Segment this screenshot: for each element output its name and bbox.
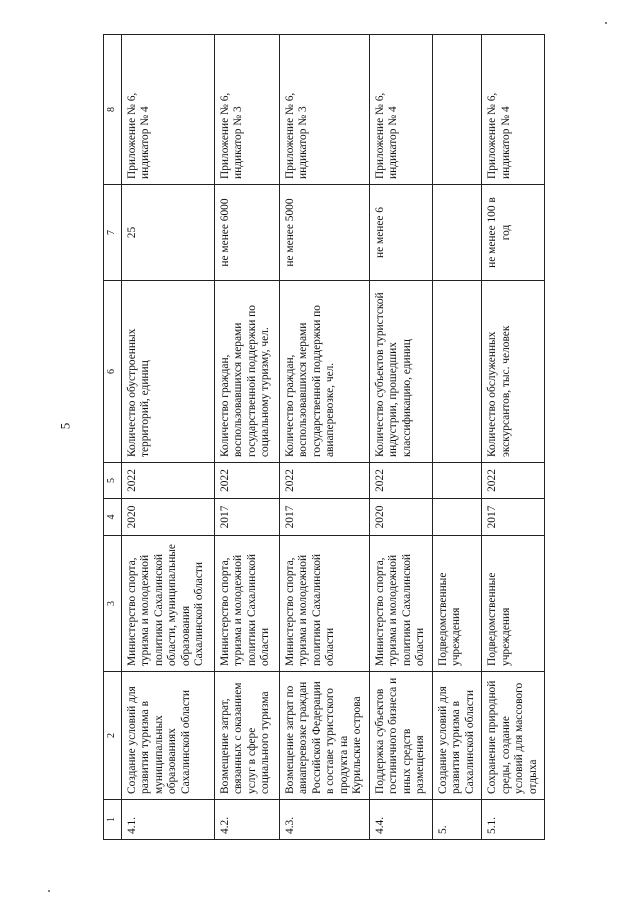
appendix-reference: Приложение № 6, индикатор № 4 — [370, 35, 433, 185]
end-year: 2022 — [280, 463, 370, 499]
row-number: 4.2. — [215, 800, 280, 840]
table-row — [432, 35, 481, 840]
end-year: 2022 — [122, 463, 215, 499]
table-row — [370, 35, 433, 840]
executor: Министерство спорта, туризма и молодежной политики Сахалинской области, муниципальные образования Сахалинской области — [122, 536, 215, 672]
appendix-reference: Приложение № 6, индикатор № 4 — [122, 35, 215, 185]
indicator — [432, 281, 481, 463]
column-header: 7 — [104, 185, 122, 281]
executor: Министерство спорта, туризма и молодежной политики Сахалинской области — [280, 536, 370, 672]
start-year: 2017 — [215, 499, 280, 536]
end-year: 2022 — [370, 463, 433, 499]
start-year: 2017 — [280, 499, 370, 536]
end-year: 2022 — [215, 463, 280, 499]
appendix-reference: Приложение № 6, индикатор № 3 — [215, 35, 280, 185]
scan-speck — [605, 22, 607, 24]
target-value — [432, 185, 481, 281]
appendix-reference: Приложение № 6, индикатор № 3 — [280, 35, 370, 185]
start-year: 2017 — [482, 499, 545, 536]
start-year: 2020 — [122, 499, 215, 536]
end-year: 2022 — [482, 463, 545, 499]
target-value: не менее 5000 — [280, 185, 370, 281]
scan-speck — [48, 890, 50, 892]
table-row — [482, 35, 545, 840]
executor: Министерство спорта, туризма и молодежной политики Сахалинской области — [370, 536, 433, 672]
column-header: 1 — [104, 800, 122, 840]
executor: Подведомственные учреждения — [482, 536, 545, 672]
table-row — [280, 35, 370, 840]
column-header: 8 — [104, 35, 122, 185]
indicator: Количество граждан, воспользовавшихся мерами государственной поддержки по авиаперевозке, чел. — [280, 281, 370, 463]
indicator: Количество обустроенных территорий, единиц — [122, 281, 215, 463]
header-row — [104, 35, 122, 840]
row-number: 4.3. — [280, 800, 370, 840]
target-value: не менее 100 в год — [482, 185, 545, 281]
row-number: 4.1. — [122, 800, 215, 840]
measure-name: Создание условий для развития туризма в Сахалинской области — [432, 672, 481, 800]
program-measures-table — [103, 34, 545, 840]
column-header: 2 — [104, 672, 122, 800]
executor: Министерство спорта, туризма и молодежной политики Сахалинской области — [215, 536, 280, 672]
row-number: 4.4. — [370, 800, 433, 840]
rotated-document — [103, 35, 539, 840]
target-value: не менее 6 — [370, 185, 433, 281]
table-row — [122, 35, 215, 840]
row-number: 5. — [432, 800, 481, 840]
appendix-reference: Приложение № 6, индикатор № 4 — [482, 35, 545, 185]
measure-name: Возмещение затрат, связанных с оказанием услуг в сфере социального туризма — [215, 672, 280, 800]
column-header: 3 — [104, 536, 122, 672]
column-header: 6 — [104, 281, 122, 463]
page-number: 5 — [57, 422, 73, 430]
table-row — [215, 35, 280, 840]
column-header: 4 — [104, 499, 122, 536]
executor: Подведомственные учреждения — [432, 536, 481, 672]
start-year — [432, 499, 481, 536]
end-year — [432, 463, 481, 499]
measure-name: Сохранение природной среды, создание условий для массового отдыха — [482, 672, 545, 800]
indicator: Количество субъектов туристской индустрии, прошедших классификацию, единиц — [370, 281, 433, 463]
indicator: Количество граждан, воспользовавшихся мерами государственной поддержки по социальному туризму, чел. — [215, 281, 280, 463]
column-header: 5 — [104, 463, 122, 499]
measure-name: Создание условий для развития туризма в муниципальных образованиях Сахалинской области — [122, 672, 215, 800]
indicator: Количество обслуженных экскурсантов, тыс. человек — [482, 281, 545, 463]
start-year: 2020 — [370, 499, 433, 536]
measure-name: Возмещение затрат по авиаперевозке граждан Российской Федерации в составе туристского продукта на Курильские острова — [280, 672, 370, 800]
target-value: 25 — [122, 185, 215, 281]
measure-name: Поддержка субъектов гостиничного бизнеса и иных средств размещения — [370, 672, 433, 800]
target-value: не менее 6000 — [215, 185, 280, 281]
appendix-reference — [432, 35, 481, 185]
row-number: 5.1. — [482, 800, 545, 840]
